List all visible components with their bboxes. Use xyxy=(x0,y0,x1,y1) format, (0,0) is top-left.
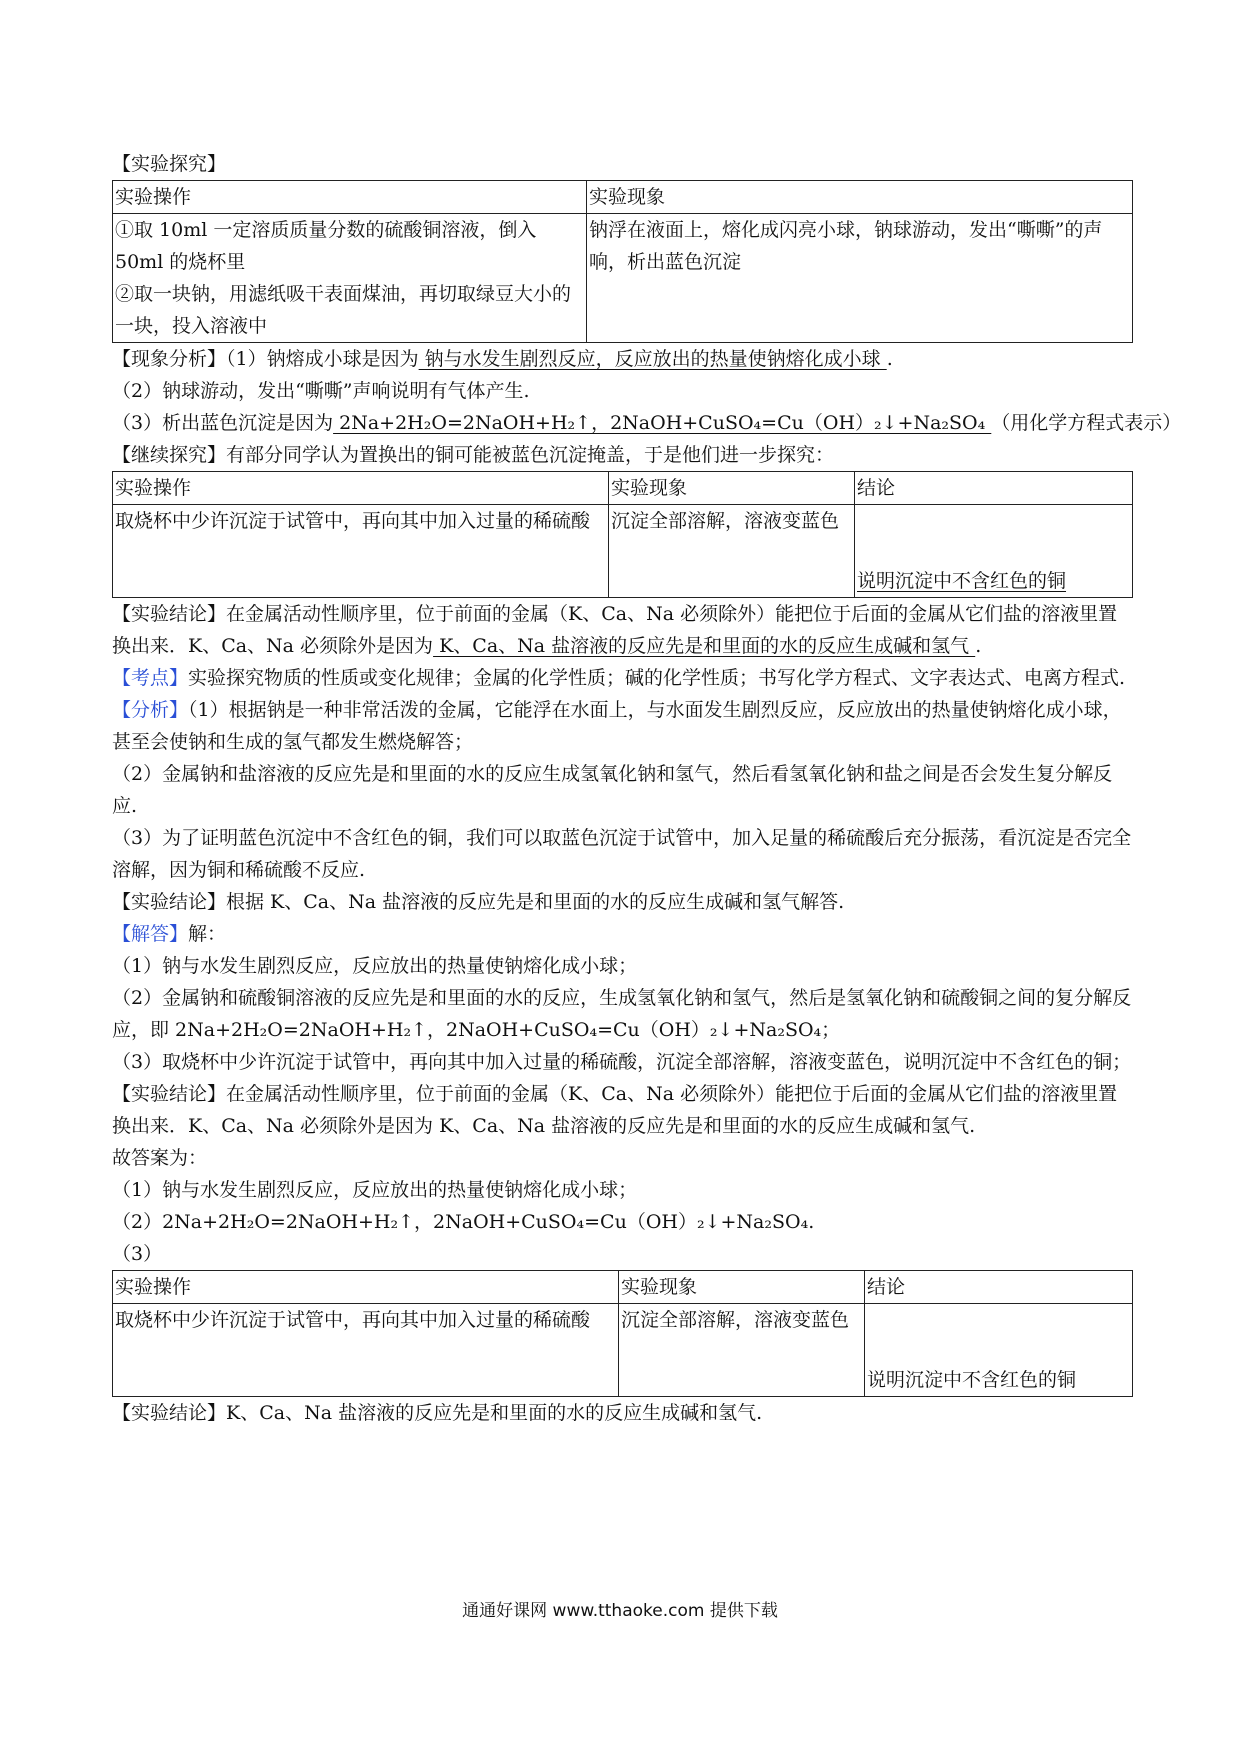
analysis-paragraph-2: （2）金属钠和盐溶液的反应先是和里面的水的反应生成氢氧化钠和氢气，然后看氢氧化钠和盐之间是否会发生复分解反应. xyxy=(112,763,1113,817)
experiment-table-1 xyxy=(112,180,1133,343)
solution-paragraph-3: （3）取烧杯中少许沉淀于试管中，再向其中加入过量的稀硫酸，沉淀全部溶解，溶液变蓝色，说明沉淀中不含红色的铜； xyxy=(112,1051,1132,1073)
solution-p4-label: 【实验结论】 xyxy=(112,1083,227,1105)
table1-operation-step-1: ①取 10ml 一定溶质质量分数的硫酸铜溶液，倒入 50ml 的烧杯里 xyxy=(115,219,537,273)
conclusion-answer: K、Ca、Na 盐溶液的反应先是和里面的水的反应生成碱和氢气 xyxy=(433,635,976,657)
continue-explore-line xyxy=(112,439,1132,471)
table3-header-operation: 实验操作 xyxy=(113,1271,619,1304)
solution-paragraph-4 xyxy=(112,1078,1132,1142)
exam-point-paragraph xyxy=(112,662,1132,694)
section-heading-explore: 【实验探究】 xyxy=(112,153,227,175)
table2-header-conclusion: 结论 xyxy=(855,472,1133,505)
analysis-paragraph-3: （3）为了证明蓝色沉淀中不含红色的铜，我们可以取蓝色沉淀于试管中，加入足量的稀硫酸后充分振荡，看沉淀是否完全溶解，因为铜和稀硫酸不反应. xyxy=(112,827,1132,881)
analysis-section-label: 【分析】 xyxy=(112,699,189,721)
solution-paragraph-1: （1）钠与水发生剧烈反应，反应放出的热量使钠熔化成小球； xyxy=(112,955,638,977)
solution-heading xyxy=(112,918,1132,950)
analysis-q3-prompt: （3）析出蓝色沉淀是因为 xyxy=(112,412,334,434)
page-footer: 通通好课网 www.tthaoke.com 提供下载 xyxy=(462,1601,778,1621)
table3-phenomenon-cell: 沉淀全部溶解，溶液变蓝色 xyxy=(619,1304,865,1397)
analysis-q1-answer: 钠与水发生剧烈反应，反应放出的热量使钠熔化成小球 xyxy=(418,348,887,370)
table2-conclusion-answer: 说明沉淀中不含红色的铜 xyxy=(857,570,1067,592)
conclusion-paragraph xyxy=(112,598,1132,662)
conclusion-end: . xyxy=(975,635,982,657)
exam-point-label: 【考点】 xyxy=(112,667,189,689)
analysis-line-3 xyxy=(112,407,1182,439)
table1-phenomenon-cell: 钠浮在液面上，熔化成闪亮小球，钠球游动，发出“嘶嘶”的声响，析出蓝色沉淀 xyxy=(587,214,1133,343)
table1-operation-cell xyxy=(113,214,587,343)
experiment-table-2 xyxy=(112,471,1133,598)
exam-point-text: 实验探究物质的性质或变化规律；金属的化学性质；碱的化学性质；书写化学方程式、文字表达式、电离方程式. xyxy=(188,667,1126,689)
table2-conclusion-cell xyxy=(855,505,1133,598)
analysis-q1-end: . xyxy=(886,348,893,370)
analysis-q3-answer: 2Na+2H₂O=2NaOH+H₂↑，2NaOH+CuSO₄=Cu（OH）₂↓+Na₂SO₄ xyxy=(333,412,992,434)
table1-header-operation: 实验操作 xyxy=(113,181,587,214)
final-conclusion-label: 【实验结论】 xyxy=(112,1402,227,1424)
analysis-line-1 xyxy=(112,343,1132,375)
continue-explore-text: 有部分同学认为置换出的铜可能被蓝色沉淀掩盖，于是他们进一步探究： xyxy=(226,444,835,466)
answer-3: （3） xyxy=(112,1243,163,1265)
table1-header-phenomenon: 实验现象 xyxy=(587,181,1133,214)
analysis-q1-prompt: （1）钠熔成小球是因为 xyxy=(226,348,419,370)
table3-header-conclusion: 结论 xyxy=(865,1271,1133,1304)
table2-operation-cell: 取烧杯中少许沉淀于试管中，再向其中加入过量的稀硫酸 xyxy=(113,505,609,598)
analysis-paragraph-1 xyxy=(112,694,1132,758)
analysis-p4-label: 【实验结论】 xyxy=(112,891,227,913)
table3-conclusion-cell: 说明沉淀中不含红色的铜 xyxy=(865,1304,1133,1397)
answer-1: （1）钠与水发生剧烈反应，反应放出的热量使钠熔化成小球； xyxy=(112,1179,638,1201)
solution-label: 【解答】 xyxy=(112,923,189,945)
conclusion-label: 【实验结论】 xyxy=(112,603,227,625)
analysis-paragraph-4 xyxy=(112,886,1132,918)
answer-2: （2）2Na+2H₂O=2NaOH+H₂↑，2NaOH+CuSO₄=Cu（OH）₂↓+Na₂SO₄. xyxy=(112,1211,815,1233)
experiment-table-3 xyxy=(112,1270,1133,1397)
analysis-line-2: （2）钠球游动，发出“嘶嘶”声响说明有气体产生. xyxy=(112,380,530,402)
answer-lead: 故答案为： xyxy=(112,1147,208,1169)
continue-explore-label: 【继续探究】 xyxy=(112,444,227,466)
analysis-p1-text: （1）根据钠是一种非常活泼的金属，它能浮在水面上，与水面发生剧烈反应，反应放出的热量使钠熔化成小球，甚至会使钠和生成的氢气都发生燃烧解答； xyxy=(112,699,1122,753)
table2-phenomenon-cell: 沉淀全部溶解，溶液变蓝色 xyxy=(609,505,855,598)
table3-operation-cell: 取烧杯中少许沉淀于试管中，再向其中加入过量的稀硫酸 xyxy=(113,1304,619,1397)
document-body xyxy=(112,148,1182,1429)
solution-p4-text: 在金属活动性顺序里，位于前面的金属（K、Ca、Na 必须除外）能把位于后面的金属从它们盐的溶液里置换出来．K、Ca、Na 必须除外是因为 K、Ca、Na 盐溶液的反应先是和里面的水的反应生成碱和氢气. xyxy=(112,1083,1118,1137)
final-conclusion-text: K、Ca、Na 盐溶液的反应先是和里面的水的反应生成碱和氢气. xyxy=(226,1402,763,1424)
solution-lead: 解： xyxy=(188,923,227,945)
table2-header-operation: 实验操作 xyxy=(113,472,609,505)
conclusion-text: 在金属活动性顺序里，位于前面的金属（K、Ca、Na 必须除外）能把位于后面的金属从它们盐的溶液里置换出来．K、Ca、Na 必须除外是因为 xyxy=(112,603,1118,657)
analysis-q3-end: （用化学方程式表示） xyxy=(991,412,1182,434)
table3-header-phenomenon: 实验现象 xyxy=(619,1271,865,1304)
table2-header-phenomenon: 实验现象 xyxy=(609,472,855,505)
analysis-p4-text: 根据 K、Ca、Na 盐溶液的反应先是和里面的水的反应生成碱和氢气解答. xyxy=(226,891,845,913)
solution-paragraph-2: （2）金属钠和硫酸铜溶液的反应先是和里面的水的反应，生成氢氧化钠和氢气，然后是氢氧化钠和硫酸铜之间的复分解反应，即 2Na+2H₂O=2NaOH+H₂↑，2NaOH+CuSO₄=Cu（OH）₂↓+Na₂SO₄； xyxy=(112,987,1132,1041)
table1-operation-step-2: ②取一块钠，用滤纸吸干表面煤油，再切取绿豆大小的一块，投入溶液中 xyxy=(115,283,572,337)
analysis-label: 【现象分析】 xyxy=(112,348,227,370)
final-conclusion xyxy=(112,1397,1132,1429)
